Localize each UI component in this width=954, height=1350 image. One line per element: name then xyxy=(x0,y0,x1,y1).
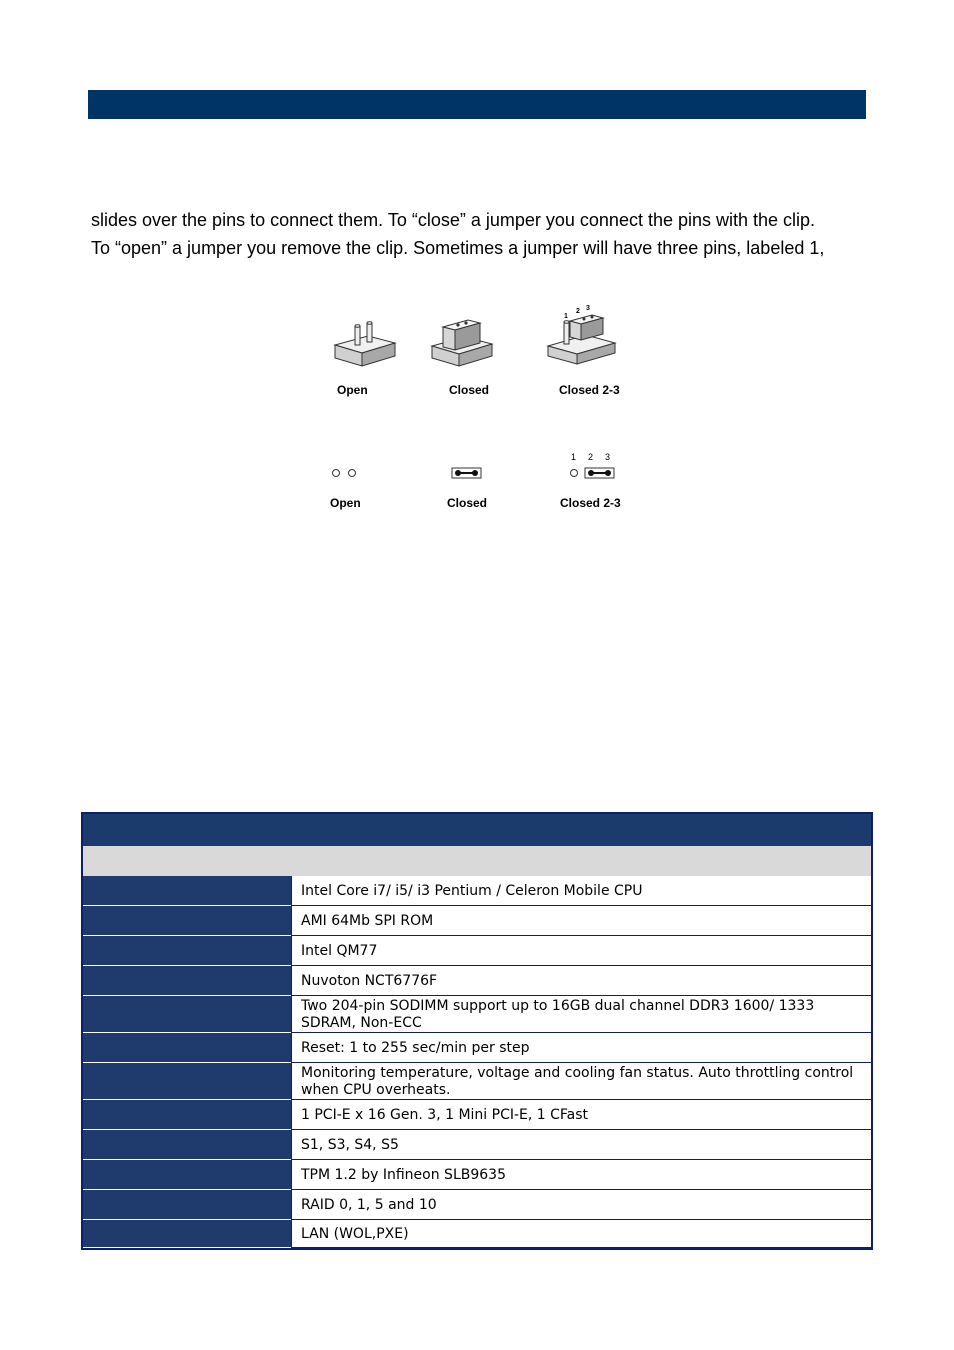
row-value-cell: S1, S3, S4, S5 xyxy=(291,1130,871,1160)
jumper-open-iso-image xyxy=(335,322,395,366)
row-value-cell: Nuvoton NCT6776F xyxy=(291,966,871,996)
table-subheader-bar xyxy=(83,846,871,877)
row-value-cell: LAN (WOL,PXE) xyxy=(291,1220,871,1248)
table-row xyxy=(83,1220,871,1248)
row-value-cell: 1 PCI-E x 16 Gen. 3, 1 Mini PCI-E, 1 CFast xyxy=(291,1100,871,1130)
table-row xyxy=(83,1160,871,1190)
row-label-cell xyxy=(83,1033,291,1063)
jumper-iso-illustrations xyxy=(330,300,630,375)
pin-number-label: 1 xyxy=(564,313,568,320)
row-label-cell xyxy=(83,1220,291,1248)
jumper-closed-schematic-image xyxy=(452,468,481,478)
row-value-cell: TPM 1.2 by Infineon SLB9635 xyxy=(291,1160,871,1190)
pin-number-label: 2 xyxy=(576,308,580,315)
table-row xyxy=(83,1033,871,1063)
table-row xyxy=(83,876,871,906)
row-value-cell: Intel Core i7/ i5/ i3 Pentium / Celeron Mobile CPU xyxy=(291,876,871,906)
row-label-cell xyxy=(83,1160,291,1190)
row-label-cell xyxy=(83,906,291,936)
row-value-cell: RAID 0, 1, 5 and 10 xyxy=(291,1190,871,1220)
table-row xyxy=(83,1063,871,1100)
jumper-closed23-caption: Closed 2-3 xyxy=(560,496,621,510)
row-label-cell xyxy=(83,936,291,966)
table-row xyxy=(83,936,871,966)
body-text-line: To “open” a jumper you remove the clip. Sometimes a jumper will have three pins, labeled 1, xyxy=(91,238,825,258)
row-value-cell: Two 204-pin SODIMM support up to 16GB dual channel DDR3 1600/ 1333 SDRAM, Non-ECC xyxy=(291,996,871,1033)
jumper-closed-iso-image xyxy=(432,320,492,366)
row-value-cell: Intel QM77 xyxy=(291,936,871,966)
jumper-closed-caption: Closed xyxy=(447,496,488,510)
table-row xyxy=(83,1130,871,1160)
row-label-cell xyxy=(83,1130,291,1160)
jumper-closed23-caption: Closed 2-3 xyxy=(559,383,620,397)
jumper-open-schematic-image xyxy=(333,470,356,477)
jumper-closed23-schematic-image xyxy=(571,452,615,478)
section-header-bar xyxy=(88,90,866,119)
pin-number-label: 2 xyxy=(588,452,594,462)
row-label-cell xyxy=(83,996,291,1033)
table-row xyxy=(83,1190,871,1220)
pin-number-label: 1 xyxy=(571,452,577,462)
specification-table xyxy=(81,812,873,1250)
jumper-open-caption: Open xyxy=(330,496,361,510)
row-label-cell xyxy=(83,876,291,906)
table-row xyxy=(83,966,871,996)
row-value-cell: Monitoring temperature, voltage and cooling fan status. Auto throttling control when CPU overheats. xyxy=(291,1063,871,1100)
jumper-open-caption: Open xyxy=(337,383,368,397)
pin-number-label: 3 xyxy=(605,452,611,462)
row-value-cell: Reset: 1 to 255 sec/min per step xyxy=(291,1033,871,1063)
row-label-cell xyxy=(83,1190,291,1220)
table-row xyxy=(83,906,871,936)
body-text-line: slides over the pins to connect them. To “close” a jumper you connect the pins with the clip. xyxy=(91,210,816,230)
pin-number-label: 3 xyxy=(586,305,590,312)
table-row xyxy=(83,996,871,1033)
jumper-closed23-iso-image xyxy=(548,305,615,364)
row-value-cell: AMI 64Mb SPI ROM xyxy=(291,906,871,936)
row-label-cell xyxy=(83,1100,291,1130)
jumper-closed-caption: Closed xyxy=(449,383,490,397)
row-label-cell xyxy=(83,1063,291,1100)
table-row xyxy=(83,1100,871,1130)
table-title-bar xyxy=(83,814,871,846)
jumper-schematic-illustrations xyxy=(325,448,625,483)
row-label-cell xyxy=(83,966,291,996)
